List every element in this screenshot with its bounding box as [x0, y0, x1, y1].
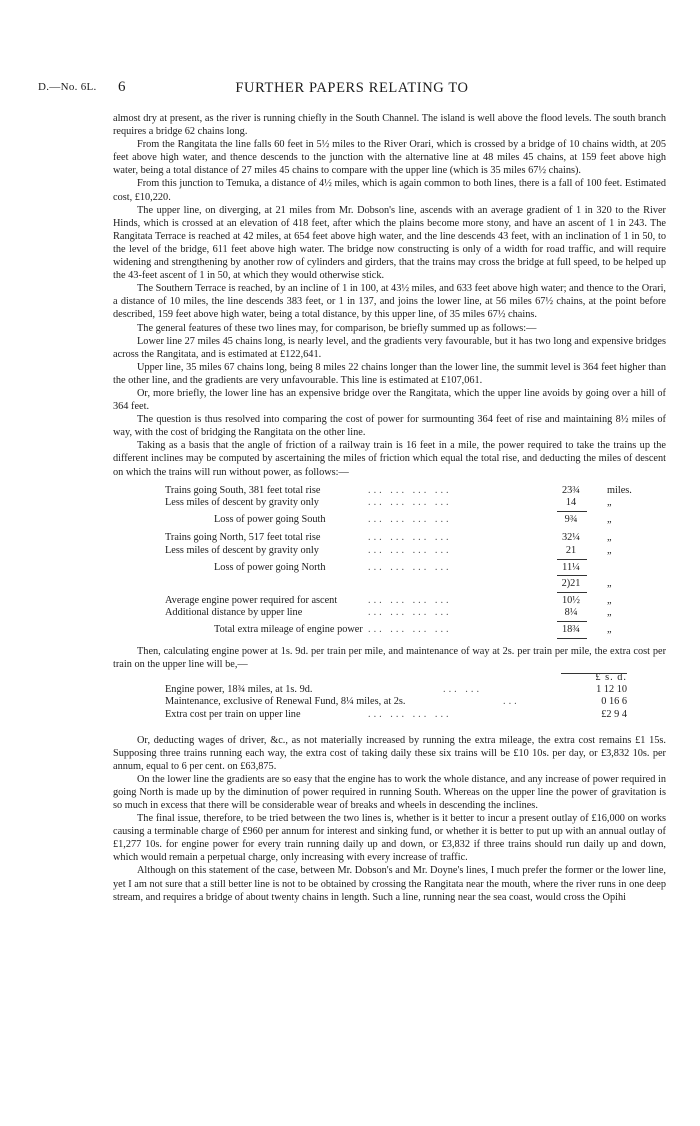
- calc-unit: miles.: [607, 484, 632, 496]
- calc-value: 21: [565, 545, 577, 556]
- paragraph: Or, deducting wages of driver, &c., as not materially increased by running the extra mileage, the extra cost remains £1 15s. Supposing three trains running each way, the extra cost of taking daily these six trains will be £10 10s. per day, or £3,832 10s. per annum, equal to 6 per cent. on £63,875.: [113, 734, 666, 772]
- cost-value: 1 12 10: [596, 683, 627, 695]
- calc-value: 8¼: [564, 607, 578, 619]
- paragraph: Lower line 27 miles 45 chains long, is nearly level, and the gradients very favourable, but it has two long and expensive bridges across the Rangitata, and is estimated at £122,641.: [113, 335, 666, 360]
- calc-label: Average engine power required for ascent: [165, 594, 338, 606]
- calc-value: 14: [565, 497, 577, 509]
- calc-value: 23¾: [561, 484, 581, 496]
- calc-row: Trains going South, 381 feet total rise ... ... ... ... 23¾ miles.: [165, 484, 632, 496]
- calc-value: 9¾: [564, 513, 578, 525]
- calc-row: Loss of power going North ... ... ... ... 11¼: [113, 562, 666, 575]
- calc-row: Total extra mileage of engine power ... ... ... ... 18¾ „: [214, 623, 612, 635]
- calc-row: Less miles of descent by gravity only ... ... ... ... 14 „: [165, 497, 612, 509]
- calc-row: Less miles of descent by gravity only ... ... ... ... 21 „: [165, 545, 612, 556]
- page-header: [38, 81, 666, 97]
- paragraph: The Southern Terrace is reached, by an incline of 1 in 100, at 43½ miles, and 633 feet above high water; and thence to the Orari, a distance of 10 miles, the line descends 383 feet, or 1 in 137, and joins the lower line, at 56 miles 67½ chains, at the point before described, 159 feet above high water, being a total distance, by this upper line, of 35 miles 67½ chains.: [113, 283, 666, 321]
- cost-row: Engine power, 18¾ miles, at 1s. 9d. ... ... 1 12 10: [165, 683, 627, 695]
- calc-row: Trains going North, 517 feet total rise ... ... ... ... 32¼ „: [165, 532, 612, 544]
- cost-row: Maintenance, exclusive of Renewal Fund, 8¼ miles, at 2s. ... 0 16 6: [165, 696, 627, 708]
- calc-row: Additional distance by upper line ... ... ... ... 8¼ „: [165, 607, 612, 619]
- cost-row: Extra cost per train on upper line ... ... ... ... £2 9 4: [165, 708, 627, 720]
- calc-unit: „: [607, 497, 612, 509]
- calc-label: Loss of power going South: [214, 513, 326, 525]
- calc-row: Average engine power required for ascent ... ... ... ... 10½ „: [165, 594, 612, 606]
- currency-header: £ s. d.: [595, 671, 627, 683]
- page-number: 6: [118, 79, 126, 95]
- document-reference: D.—No. 6L.: [38, 81, 97, 93]
- paragraph: Or, more briefly, the lower line has an expensive bridge over the Rangitata, which the upper line avoids by going over a hill of 364 feet.: [113, 387, 666, 413]
- paragraph: almost dry at present, as the river is running chiefly in the South Channel. The island is well above the flood levels. The south branch requires a bridge 62 chains long.: [113, 113, 666, 138]
- calc-label: Loss of power going North: [214, 561, 326, 573]
- cost-label: Extra cost per train on upper line: [165, 708, 301, 720]
- paragraph: Upper line, 35 miles 67 chains long, being 8 miles 22 chains longer than the lower line, the summit level is 364 feet higher than the other line, and the gradients are very unfavourable. This line is estimated at £107,061.: [113, 361, 666, 386]
- calc-value: 11¼: [562, 561, 580, 573]
- calc-unit: „: [607, 594, 612, 606]
- calc-value: 2)21: [561, 578, 581, 590]
- calc-label: Less miles of descent by gravity only: [165, 497, 319, 509]
- calc-label: Trains going South, 381 feet total rise: [165, 484, 321, 496]
- paragraph: Taking as a basis that the angle of friction of a railway train is 16 feet in a mile, the power required to take the trains up the different inclines may be computed by ascertaining the miles of friction which equal the total rise, and deducting the miles of descent on which the trains will run without power, as follows:—: [113, 440, 666, 478]
- body-text: [113, 112, 666, 904]
- cost-value: 0 16 6: [601, 696, 627, 708]
- paragraph: On the lower line the gradients are so easy that the engine has to work the whole distance, and any increase of power required in going North is made up by the diminution of power required in running South. Whereas on the upper line the power of gravitation is so much in excess that there will be considerable wear of breaks and wheels in descending the inclines.: [113, 773, 666, 811]
- paragraph: From the Rangitata the line falls 60 feet in 5½ miles to the River Orari, which is crossed by a bridge of 10 chains width, at 205 feet above high water, and thence descends to the junction with the alternative line at 48 miles 45 chains, at 159 feet above high water, being a total distance of 27 miles 45 chains to compare with the upper line (which is 35 miles 67½ chains).: [113, 139, 666, 177]
- calc-unit: „: [607, 513, 612, 525]
- cost-label: Maintenance, exclusive of Renewal Fund, 8¼ miles, at 2s.: [165, 696, 406, 708]
- calc-value: 18¾: [561, 623, 581, 635]
- calc-label: Additional distance by upper line: [165, 607, 303, 619]
- calc-value: 10½: [561, 594, 581, 606]
- calc-row: Loss of power going South ... ... ... ... 9¾ „: [214, 513, 612, 525]
- paragraph: Then, calculating engine power at 1s. 9d. per train per mile, and maintenance of way at 2s. per train per mile, the extra cost per train on the upper line will be,—: [113, 645, 666, 670]
- calc-unit: „: [607, 532, 612, 544]
- cost-table: [113, 672, 666, 722]
- paragraph: Although on this statement of the case, between Mr. Dobson's and Mr. Doyne's lines, I much prefer the former or the lower line, yet I am not sure that a still better line is not to be obtained by crossing the Rangitata near the mouth, where the river runs in one deep stream, and requires a bridge of about twenty chains in length. Such a line, running near the sea coast, would cross the Opihi: [113, 865, 666, 903]
- paragraph: The upper line, on diverging, at 21 miles from Mr. Dobson's line, ascends with an average gradient of 1 in 320 to the River Hinds, which is crossed at an elevation of 418 feet, after which the plains become more stony, and have an ascent of 1 in 243. The Rangitata Terrace is reached at 42 miles, at 654 feet above high water, and the line descends 43 feet, with an inclination of 1 in 50, to the level of the bridge, 611 feet above high water. The bridge now constructing is only of a width for road traffic, and will require widening and strengthening by another row of cylinders and girders, that the trains may cross the bridge at full speed, to be helped up the 43-feet ascent of 1 in 50, at which they would otherwise stick.: [113, 204, 666, 282]
- calc-label: Trains going North, 517 feet total rise: [165, 532, 321, 544]
- running-title: FURTHER PAPERS RELATING TO: [235, 80, 469, 96]
- power-calculation-table: [113, 485, 666, 641]
- calc-unit: „: [607, 545, 612, 556]
- calc-label: Total extra mileage of engine power: [214, 623, 363, 635]
- sum-rule: [113, 637, 666, 641]
- cost-label: Engine power, 18¾ miles, at 1s. 9d.: [165, 683, 313, 695]
- calc-value: 32¼: [561, 532, 581, 544]
- calc-unit: „: [607, 578, 612, 590]
- calc-row: [113, 578, 666, 591]
- calc-unit: „: [607, 607, 612, 619]
- paragraph: From this junction to Temuka, a distance of 4½ miles, which is again common to both lines, there is a fall of 100 feet. Estimated cost, £10,220.: [113, 178, 666, 203]
- paragraph: The general features of these two lines may, for comparison, be briefly summed up as follows:—: [137, 322, 537, 334]
- paragraph: The question is thus resolved into comparing the cost of power for surmounting 364 feet of rise and maintaining 8½ miles of way, with the cost of bridging the Rangitata on the other line.: [113, 414, 666, 439]
- calc-label: Less miles of descent by gravity only: [165, 545, 319, 556]
- paragraph: The final issue, therefore, to be tried between the two lines is, whether is it better to incur a present outlay of £16,000 on works causing a terminable charge of £960 per annum for interest and sinking fund, or whether it is better to put up with an annual outlay of £1,277 10s. for engine power for every train running daily up and down, or £3,832 if three trains should run daily up and down, which would remain a perpetual charge, only increasing with every increase of traffic.: [113, 813, 666, 864]
- calc-unit: „: [607, 623, 612, 635]
- cost-value: £2 9 4: [601, 708, 627, 720]
